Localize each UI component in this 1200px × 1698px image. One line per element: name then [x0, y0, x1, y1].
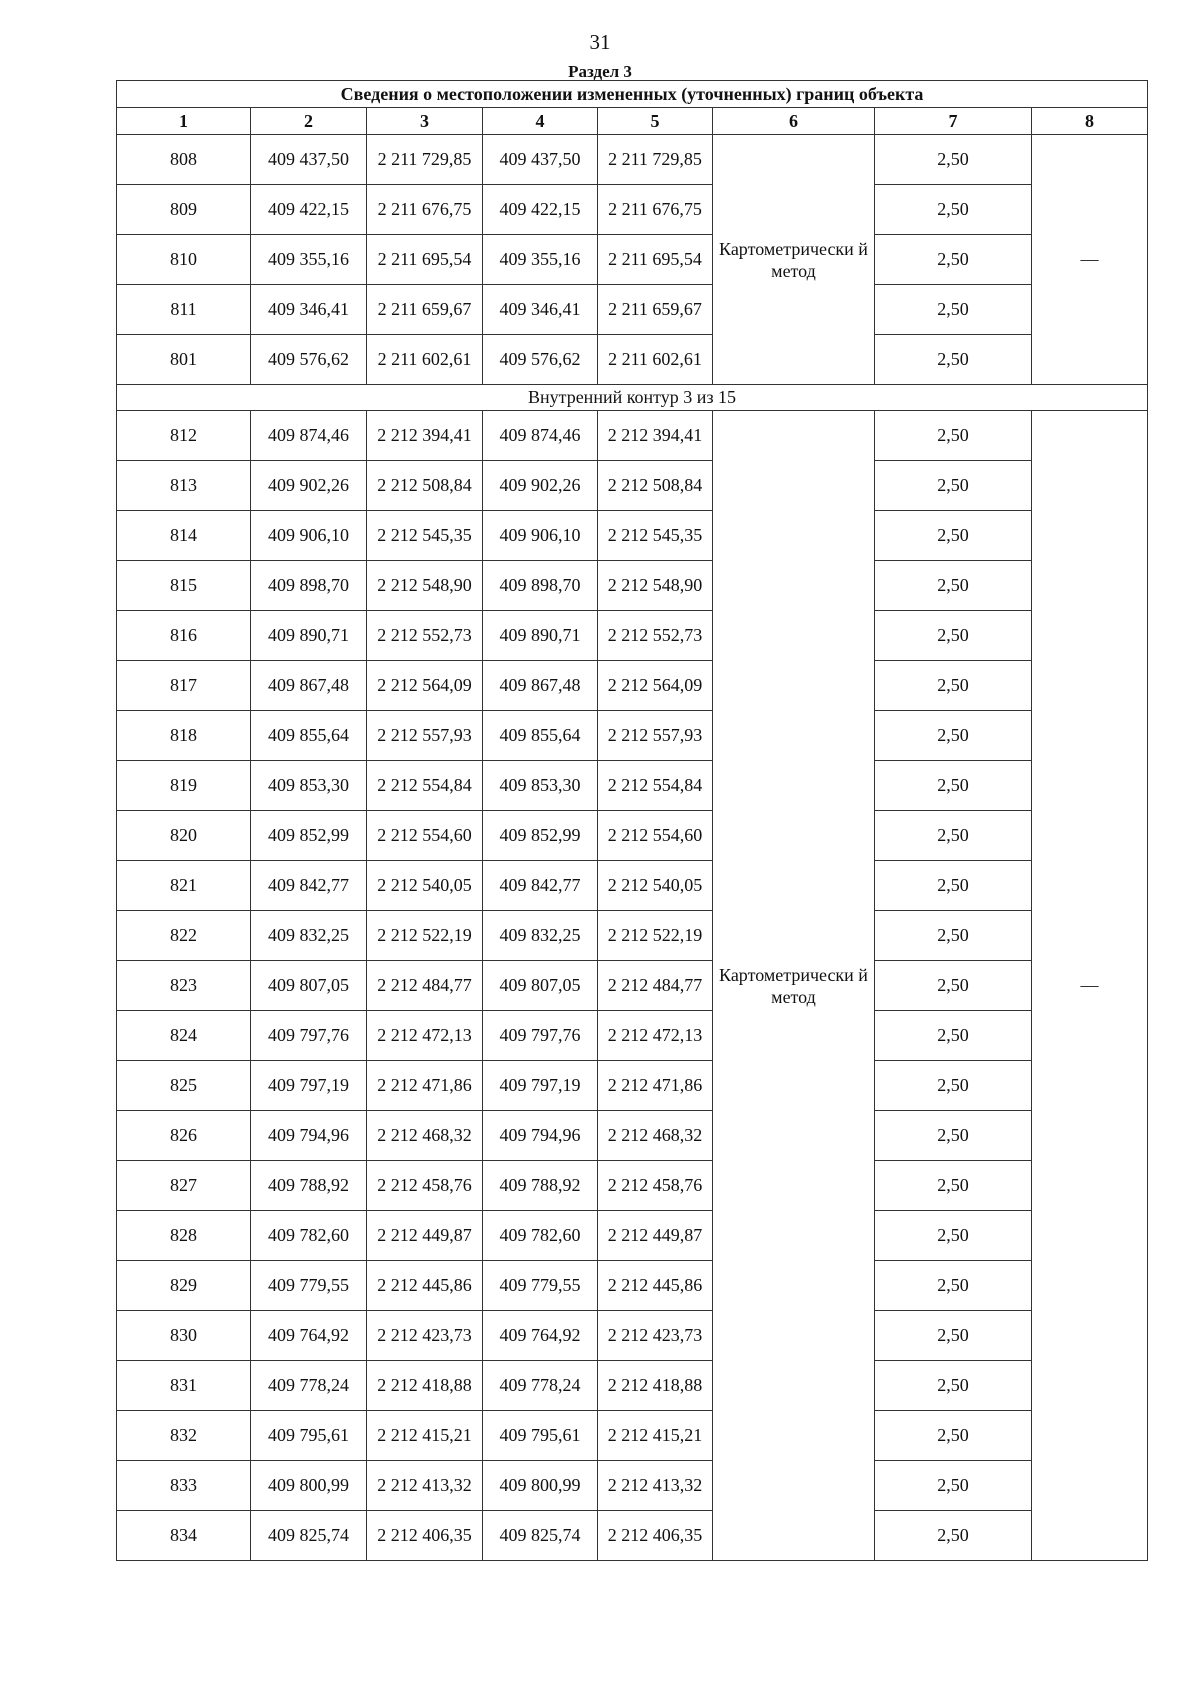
y-existing-cell: 2 212 545,35 — [367, 511, 483, 561]
table-row — [117, 1161, 1148, 1211]
y-refined-cell: 2 212 545,35 — [598, 511, 713, 561]
y-refined-cell: 2 212 418,88 — [598, 1361, 713, 1411]
x-existing-cell: 409 794,96 — [251, 1111, 367, 1161]
point-number-cell: 834 — [117, 1511, 251, 1561]
precision-cell: 2,50 — [875, 1461, 1032, 1511]
y-refined-cell: 2 212 484,77 — [598, 961, 713, 1011]
point-number-cell: 815 — [117, 561, 251, 611]
point-number-cell: 831 — [117, 1361, 251, 1411]
x-refined-cell: 409 800,99 — [483, 1461, 598, 1511]
point-number-cell: 812 — [117, 411, 251, 461]
point-number-cell: 819 — [117, 761, 251, 811]
column-header: 8 — [1032, 108, 1148, 135]
precision-cell: 2,50 — [875, 961, 1032, 1011]
point-number-cell: 829 — [117, 1261, 251, 1311]
precision-cell: 2,50 — [875, 911, 1032, 961]
precision-cell: 2,50 — [875, 1411, 1032, 1461]
table-row — [117, 1211, 1148, 1261]
y-existing-cell: 2 211 659,67 — [367, 285, 483, 335]
point-number-cell: 832 — [117, 1411, 251, 1461]
table-row — [117, 611, 1148, 661]
precision-cell: 2,50 — [875, 461, 1032, 511]
x-existing-cell: 409 778,24 — [251, 1361, 367, 1411]
precision-cell: 2,50 — [875, 411, 1032, 461]
x-existing-cell: 409 853,30 — [251, 761, 367, 811]
table-row — [117, 411, 1148, 461]
point-number-cell: 833 — [117, 1461, 251, 1511]
precision-cell: 2,50 — [875, 761, 1032, 811]
boundary-table — [116, 80, 1148, 1561]
x-refined-cell: 409 355,16 — [483, 235, 598, 285]
y-refined-cell: 2 212 522,19 — [598, 911, 713, 961]
table-row — [117, 561, 1148, 611]
x-refined-cell: 409 782,60 — [483, 1211, 598, 1261]
table-row — [117, 1011, 1148, 1061]
precision-cell: 2,50 — [875, 235, 1032, 285]
precision-cell: 2,50 — [875, 1261, 1032, 1311]
x-existing-cell: 409 867,48 — [251, 661, 367, 711]
x-refined-cell: 409 788,92 — [483, 1161, 598, 1211]
point-number-cell: 809 — [117, 185, 251, 235]
precision-cell: 2,50 — [875, 1111, 1032, 1161]
table-row — [117, 961, 1148, 1011]
y-existing-cell: 2 212 418,88 — [367, 1361, 483, 1411]
y-existing-cell: 2 212 445,86 — [367, 1261, 483, 1311]
x-existing-cell: 409 437,50 — [251, 135, 367, 185]
x-refined-cell: 409 898,70 — [483, 561, 598, 611]
table-row — [117, 135, 1148, 185]
x-refined-cell: 409 855,64 — [483, 711, 598, 761]
y-refined-cell: 2 211 729,85 — [598, 135, 713, 185]
precision-cell: 2,50 — [875, 811, 1032, 861]
column-header: 3 — [367, 108, 483, 135]
point-number-cell: 811 — [117, 285, 251, 335]
note-cell: — — [1032, 135, 1148, 385]
y-refined-cell: 2 212 472,13 — [598, 1011, 713, 1061]
x-existing-cell: 409 852,99 — [251, 811, 367, 861]
x-existing-cell: 409 782,60 — [251, 1211, 367, 1261]
table-row — [117, 461, 1148, 511]
precision-cell: 2,50 — [875, 561, 1032, 611]
table-row — [117, 1461, 1148, 1511]
table-row — [117, 1411, 1148, 1461]
point-number-cell: 814 — [117, 511, 251, 561]
precision-cell: 2,50 — [875, 661, 1032, 711]
table-row — [117, 235, 1148, 285]
table-row — [117, 1311, 1148, 1361]
y-existing-cell: 2 212 423,73 — [367, 1311, 483, 1361]
table-row — [117, 1361, 1148, 1411]
point-number-cell: 823 — [117, 961, 251, 1011]
y-refined-cell: 2 212 423,73 — [598, 1311, 713, 1361]
table-row — [117, 185, 1148, 235]
precision-cell: 2,50 — [875, 135, 1032, 185]
x-existing-cell: 409 825,74 — [251, 1511, 367, 1561]
point-number-cell: 817 — [117, 661, 251, 711]
x-refined-cell: 409 902,26 — [483, 461, 598, 511]
x-refined-cell: 409 906,10 — [483, 511, 598, 561]
y-existing-cell: 2 212 413,32 — [367, 1461, 483, 1511]
table-row — [117, 711, 1148, 761]
y-refined-cell: 2 212 406,35 — [598, 1511, 713, 1561]
y-refined-cell: 2 211 659,67 — [598, 285, 713, 335]
y-existing-cell: 2 211 602,61 — [367, 335, 483, 385]
point-number-cell: 824 — [117, 1011, 251, 1061]
y-refined-cell: 2 212 449,87 — [598, 1211, 713, 1261]
method-cell: Картометрически й метод — [713, 135, 875, 385]
y-existing-cell: 2 211 695,54 — [367, 235, 483, 285]
y-existing-cell: 2 212 471,86 — [367, 1061, 483, 1111]
column-header-row — [117, 108, 1148, 135]
y-existing-cell: 2 212 472,13 — [367, 1011, 483, 1061]
section-title: Раздел 3 — [568, 62, 632, 81]
table-title: Сведения о местоположении измененных (уточненных) границ объекта — [117, 81, 1148, 108]
method-cell: Картометрически й метод — [713, 411, 875, 1561]
precision-cell: 2,50 — [875, 1311, 1032, 1361]
table-row — [117, 1111, 1148, 1161]
x-existing-cell: 409 779,55 — [251, 1261, 367, 1311]
y-existing-cell: 2 212 449,87 — [367, 1211, 483, 1261]
x-refined-cell: 409 842,77 — [483, 861, 598, 911]
point-number-cell: 826 — [117, 1111, 251, 1161]
x-refined-cell: 409 832,25 — [483, 911, 598, 961]
table-row — [117, 761, 1148, 811]
table-row — [117, 1261, 1148, 1311]
y-existing-cell: 2 212 406,35 — [367, 1511, 483, 1561]
point-number-cell: 827 — [117, 1161, 251, 1211]
precision-cell: 2,50 — [875, 1061, 1032, 1111]
y-refined-cell: 2 212 468,32 — [598, 1111, 713, 1161]
x-refined-cell: 409 807,05 — [483, 961, 598, 1011]
x-existing-cell: 409 898,70 — [251, 561, 367, 611]
y-refined-cell: 2 212 552,73 — [598, 611, 713, 661]
y-existing-cell: 2 212 415,21 — [367, 1411, 483, 1461]
x-refined-cell: 409 797,19 — [483, 1061, 598, 1111]
y-refined-cell: 2 212 554,84 — [598, 761, 713, 811]
y-refined-cell: 2 212 415,21 — [598, 1411, 713, 1461]
column-header: 4 — [483, 108, 598, 135]
y-existing-cell: 2 212 557,93 — [367, 711, 483, 761]
precision-cell: 2,50 — [875, 711, 1032, 761]
x-refined-cell: 409 576,62 — [483, 335, 598, 385]
x-refined-cell: 409 794,96 — [483, 1111, 598, 1161]
table-row — [117, 1511, 1148, 1561]
x-existing-cell: 409 855,64 — [251, 711, 367, 761]
y-existing-cell: 2 212 552,73 — [367, 611, 483, 661]
y-refined-cell: 2 211 602,61 — [598, 335, 713, 385]
x-existing-cell: 409 788,92 — [251, 1161, 367, 1211]
table-row — [117, 511, 1148, 561]
y-refined-cell: 2 212 548,90 — [598, 561, 713, 611]
x-existing-cell: 409 800,99 — [251, 1461, 367, 1511]
x-refined-cell: 409 795,61 — [483, 1411, 598, 1461]
point-number-cell: 828 — [117, 1211, 251, 1261]
y-existing-cell: 2 211 676,75 — [367, 185, 483, 235]
y-existing-cell: 2 212 484,77 — [367, 961, 483, 1011]
precision-cell: 2,50 — [875, 511, 1032, 561]
y-refined-cell: 2 212 557,93 — [598, 711, 713, 761]
table-row — [117, 861, 1148, 911]
y-existing-cell: 2 212 468,32 — [367, 1111, 483, 1161]
y-existing-cell: 2 212 548,90 — [367, 561, 483, 611]
y-refined-cell: 2 212 445,86 — [598, 1261, 713, 1311]
y-existing-cell: 2 212 508,84 — [367, 461, 483, 511]
x-existing-cell: 409 874,46 — [251, 411, 367, 461]
y-refined-cell: 2 212 413,32 — [598, 1461, 713, 1511]
x-existing-cell: 409 906,10 — [251, 511, 367, 561]
point-number-cell: 818 — [117, 711, 251, 761]
table-row — [117, 1061, 1148, 1111]
y-existing-cell: 2 212 394,41 — [367, 411, 483, 461]
column-header: 5 — [598, 108, 713, 135]
point-number-cell: 810 — [117, 235, 251, 285]
table-row — [117, 811, 1148, 861]
note-cell: — — [1032, 411, 1148, 1561]
point-number-cell: 808 — [117, 135, 251, 185]
column-header: 6 — [713, 108, 875, 135]
y-refined-cell: 2 212 508,84 — [598, 461, 713, 511]
x-existing-cell: 409 832,25 — [251, 911, 367, 961]
x-existing-cell: 409 797,19 — [251, 1061, 367, 1111]
point-number-cell: 801 — [117, 335, 251, 385]
precision-cell: 2,50 — [875, 611, 1032, 661]
table-row — [117, 335, 1148, 385]
y-existing-cell: 2 211 729,85 — [367, 135, 483, 185]
y-refined-cell: 2 212 471,86 — [598, 1061, 713, 1111]
precision-cell: 2,50 — [875, 1511, 1032, 1561]
point-number-cell: 822 — [117, 911, 251, 961]
x-refined-cell: 409 422,15 — [483, 185, 598, 235]
y-existing-cell: 2 212 554,84 — [367, 761, 483, 811]
x-refined-cell: 409 853,30 — [483, 761, 598, 811]
y-refined-cell: 2 212 554,60 — [598, 811, 713, 861]
x-refined-cell: 409 346,41 — [483, 285, 598, 335]
y-existing-cell: 2 212 522,19 — [367, 911, 483, 961]
precision-cell: 2,50 — [875, 1361, 1032, 1411]
point-number-cell: 813 — [117, 461, 251, 511]
x-refined-cell: 409 890,71 — [483, 611, 598, 661]
x-existing-cell: 409 890,71 — [251, 611, 367, 661]
point-number-cell: 821 — [117, 861, 251, 911]
x-refined-cell: 409 437,50 — [483, 135, 598, 185]
column-header: 1 — [117, 108, 251, 135]
precision-cell: 2,50 — [875, 285, 1032, 335]
y-existing-cell: 2 212 458,76 — [367, 1161, 483, 1211]
y-refined-cell: 2 211 695,54 — [598, 235, 713, 285]
contour-label: Внутренний контур 3 из 15 — [117, 385, 1148, 411]
x-existing-cell: 409 797,76 — [251, 1011, 367, 1061]
x-refined-cell: 409 867,48 — [483, 661, 598, 711]
x-refined-cell: 409 825,74 — [483, 1511, 598, 1561]
x-refined-cell: 409 764,92 — [483, 1311, 598, 1361]
column-header: 2 — [251, 108, 367, 135]
y-existing-cell: 2 212 540,05 — [367, 861, 483, 911]
table-row — [117, 911, 1148, 961]
y-refined-cell: 2 212 458,76 — [598, 1161, 713, 1211]
y-refined-cell: 2 212 564,09 — [598, 661, 713, 711]
table-row — [117, 661, 1148, 711]
x-existing-cell: 409 346,41 — [251, 285, 367, 335]
column-header: 7 — [875, 108, 1032, 135]
x-existing-cell: 409 902,26 — [251, 461, 367, 511]
table-row — [117, 285, 1148, 335]
point-number-cell: 825 — [117, 1061, 251, 1111]
precision-cell: 2,50 — [875, 335, 1032, 385]
x-refined-cell: 409 797,76 — [483, 1011, 598, 1061]
point-number-cell: 820 — [117, 811, 251, 861]
x-existing-cell: 409 576,62 — [251, 335, 367, 385]
page-number: 31 — [589, 30, 611, 54]
precision-cell: 2,50 — [875, 185, 1032, 235]
y-existing-cell: 2 212 554,60 — [367, 811, 483, 861]
x-existing-cell: 409 422,15 — [251, 185, 367, 235]
x-existing-cell: 409 795,61 — [251, 1411, 367, 1461]
x-refined-cell: 409 852,99 — [483, 811, 598, 861]
point-number-cell: 816 — [117, 611, 251, 661]
precision-cell: 2,50 — [875, 1161, 1032, 1211]
y-existing-cell: 2 212 564,09 — [367, 661, 483, 711]
precision-cell: 2,50 — [875, 861, 1032, 911]
precision-cell: 2,50 — [875, 1011, 1032, 1061]
x-existing-cell: 409 764,92 — [251, 1311, 367, 1361]
contour-label-row — [117, 385, 1148, 411]
x-existing-cell: 409 807,05 — [251, 961, 367, 1011]
x-refined-cell: 409 874,46 — [483, 411, 598, 461]
point-number-cell: 830 — [117, 1311, 251, 1361]
y-refined-cell: 2 212 394,41 — [598, 411, 713, 461]
x-existing-cell: 409 355,16 — [251, 235, 367, 285]
x-refined-cell: 409 778,24 — [483, 1361, 598, 1411]
y-refined-cell: 2 211 676,75 — [598, 185, 713, 235]
x-existing-cell: 409 842,77 — [251, 861, 367, 911]
precision-cell: 2,50 — [875, 1211, 1032, 1261]
x-refined-cell: 409 779,55 — [483, 1261, 598, 1311]
y-refined-cell: 2 212 540,05 — [598, 861, 713, 911]
